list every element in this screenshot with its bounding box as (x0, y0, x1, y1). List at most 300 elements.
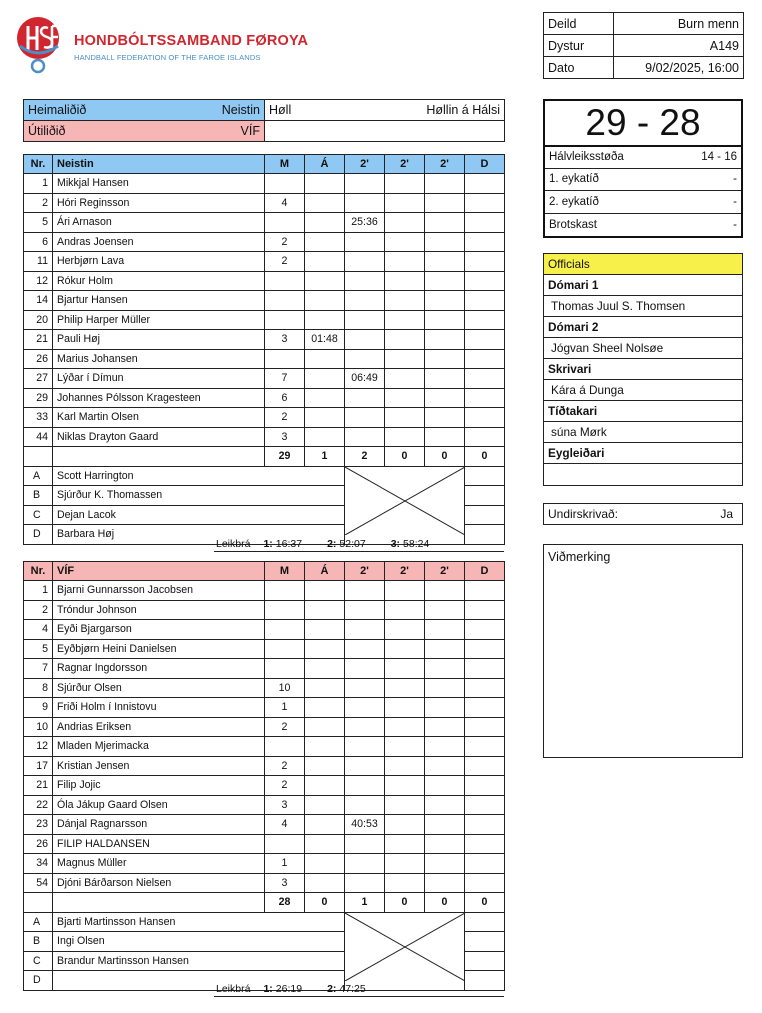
official-name: Bjarti Martinsson Hansen (53, 912, 345, 932)
table-row (24, 873, 505, 893)
player-stat-s2 (385, 737, 425, 757)
timeout-time: 26:19 (275, 983, 303, 995)
player-number: 5 (24, 639, 53, 659)
player-stat-s1: 25:36 (345, 213, 385, 233)
player-stat-m (265, 600, 305, 620)
player-number: 14 (24, 291, 53, 311)
player-stat-s3 (425, 427, 465, 447)
col-header: 2' (345, 562, 385, 581)
player-stat-a (305, 310, 345, 330)
total-s2: 0 (385, 893, 425, 913)
player-stat-m: 3 (265, 330, 305, 350)
player-stat-s3 (425, 717, 465, 737)
totals-empty-nr (24, 447, 53, 467)
info-value: A149 (614, 35, 744, 57)
player-stat-m: 7 (265, 369, 305, 389)
score-detail-label: Brotskast (549, 218, 597, 231)
table-row (24, 388, 505, 408)
player-stat-s3 (425, 232, 465, 252)
player-stat-a: 01:48 (305, 330, 345, 350)
player-stat-a (305, 795, 345, 815)
player-stat-a (305, 291, 345, 311)
away-timeouts-line (214, 996, 504, 997)
player-stat-a (305, 698, 345, 718)
score-detail-label: 2. eykatíð (549, 195, 599, 208)
total-a: 1 (305, 447, 345, 467)
player-stat-s3 (425, 271, 465, 291)
score-detail-row (545, 146, 741, 169)
player-stat-s2 (385, 388, 425, 408)
player-number: 26 (24, 349, 53, 369)
player-stat-s1: 06:49 (345, 369, 385, 389)
info-row (544, 35, 744, 57)
table-row (24, 408, 505, 428)
player-stat-d (465, 717, 505, 737)
player-stat-d (465, 776, 505, 796)
player-number: 33 (24, 408, 53, 428)
table-row (24, 698, 505, 718)
player-number: 12 (24, 271, 53, 291)
official-name: Barbara Høj (53, 525, 345, 545)
player-number: 7 (24, 659, 53, 679)
player-stat-s1 (345, 678, 385, 698)
table-row (24, 854, 505, 874)
player-stat-s3 (425, 854, 465, 874)
player-name: Lýðar í Dímun (53, 369, 265, 389)
info-label: Dystur (544, 35, 614, 57)
player-stat-s2 (385, 776, 425, 796)
player-number: 44 (24, 427, 53, 447)
player-number: 20 (24, 310, 53, 330)
home-header-row (24, 155, 505, 174)
official-extra (465, 505, 505, 525)
cross-out-mark (345, 913, 465, 981)
player-name: FILIP HALDANSEN (53, 834, 265, 854)
player-stat-s1 (345, 737, 385, 757)
away-header-row (24, 562, 505, 581)
table-row (24, 717, 505, 737)
home-team-name: Neistin (221, 103, 260, 117)
total-m: 28 (265, 893, 305, 913)
empty-cell (265, 121, 505, 142)
player-name: Pauli Høj (53, 330, 265, 350)
timeout-time: 16:37 (275, 538, 303, 550)
signed-label: Undirskrivað: (548, 507, 619, 521)
player-stat-a (305, 815, 345, 835)
totals-empty-name (53, 893, 265, 913)
player-stat-m: 3 (265, 795, 305, 815)
total-s1: 2 (345, 447, 385, 467)
player-name: Andrias Eriksen (53, 717, 265, 737)
player-stat-a (305, 678, 345, 698)
official-person: Kára á Dunga (544, 380, 742, 401)
player-stat-a (305, 252, 345, 272)
player-number: 5 (24, 213, 53, 233)
player-name: Andras Joensen (53, 232, 265, 252)
player-stat-s1 (345, 349, 385, 369)
player-stat-s2 (385, 698, 425, 718)
player-stat-d (465, 427, 505, 447)
totals-row (24, 447, 505, 467)
player-stat-s1 (345, 193, 385, 213)
official-name: Dejan Lacok (53, 505, 345, 525)
score-detail-label: 1. eykatíð (549, 173, 599, 186)
home-team-cell (24, 100, 265, 121)
total-s3: 0 (425, 447, 465, 467)
player-number: 2 (24, 193, 53, 213)
player-stat-s3 (425, 213, 465, 233)
player-stat-d (465, 213, 505, 233)
signed-value: Ja (720, 507, 733, 521)
player-stat-s3 (425, 795, 465, 815)
player-stat-s3 (425, 698, 465, 718)
player-stat-m (265, 291, 305, 311)
player-name: Rókur Holm (53, 271, 265, 291)
player-stat-s2 (385, 232, 425, 252)
score-detail-value: - (733, 218, 737, 231)
home-label: Heimaliðið (28, 103, 87, 117)
official-extra (465, 466, 505, 486)
player-name: Óla Jákup Gaard Olsen (53, 795, 265, 815)
player-stat-d (465, 737, 505, 757)
player-stat-s1 (345, 408, 385, 428)
official-extra (465, 932, 505, 952)
player-stat-s3 (425, 737, 465, 757)
player-name: Kristian Jensen (53, 756, 265, 776)
player-stat-d (465, 678, 505, 698)
score-detail-row (545, 169, 741, 192)
player-stat-s2 (385, 369, 425, 389)
player-stat-s2 (385, 427, 425, 447)
player-stat-m: 2 (265, 252, 305, 272)
player-number: 8 (24, 678, 53, 698)
player-stat-s2 (385, 310, 425, 330)
player-stat-s1 (345, 795, 385, 815)
cross-out-mark (345, 467, 465, 535)
player-stat-m (265, 174, 305, 194)
player-stat-s3 (425, 815, 465, 835)
player-number: 6 (24, 232, 53, 252)
player-stat-a (305, 834, 345, 854)
score-detail-label: Hálvleiksstøða (549, 150, 624, 163)
table-row (24, 815, 505, 835)
player-stat-s3 (425, 620, 465, 640)
player-name: Ragnar Ingdorsson (53, 659, 265, 679)
official-extra (465, 951, 505, 971)
total-a: 0 (305, 893, 345, 913)
player-stat-m: 1 (265, 854, 305, 874)
col-header: D (465, 562, 505, 581)
player-name: Johannes Pólsson Kragesteen (53, 388, 265, 408)
player-stat-m (265, 834, 305, 854)
score-detail-value: - (733, 173, 737, 186)
player-number: 1 (24, 581, 53, 601)
player-name: Tróndur Johnson (53, 600, 265, 620)
player-name: Eyði Bjargarson (53, 620, 265, 640)
timeout-time: 52:07 (339, 538, 366, 550)
timeout-number: 3: (390, 538, 401, 550)
player-stat-d (465, 271, 505, 291)
table-row (24, 330, 505, 350)
table-row (24, 678, 505, 698)
player-stat-m (265, 737, 305, 757)
official-role: Skrivari (544, 359, 742, 380)
player-stat-d (465, 349, 505, 369)
player-stat-s2 (385, 659, 425, 679)
player-stat-s1 (345, 756, 385, 776)
timeout-time: 47:25 (339, 983, 366, 995)
table-row (24, 639, 505, 659)
info-label: Dato (544, 57, 614, 79)
score-detail-row (545, 191, 741, 214)
player-name: Eyðbjørn Heini Danielsen (53, 639, 265, 659)
player-stat-s1 (345, 854, 385, 874)
official-letter: C (24, 505, 53, 525)
player-stat-a (305, 349, 345, 369)
player-stat-s3 (425, 252, 465, 272)
score-detail-value: - (733, 195, 737, 208)
table-row (24, 756, 505, 776)
table-row (24, 310, 505, 330)
player-stat-d (465, 252, 505, 272)
timeout-number: 2: (327, 983, 337, 995)
table-row (24, 427, 505, 447)
player-stat-s2 (385, 600, 425, 620)
venue-label: Høll (269, 103, 292, 117)
table-row (24, 737, 505, 757)
player-stat-s2 (385, 678, 425, 698)
player-stat-s2 (385, 213, 425, 233)
total-m: 29 (265, 447, 305, 467)
player-name: Bjarni Gunnarsson Jacobsen (53, 581, 265, 601)
table-row (24, 795, 505, 815)
player-stat-s2 (385, 252, 425, 272)
official-letter: A (24, 466, 53, 486)
player-stat-s3 (425, 834, 465, 854)
player-number: 23 (24, 815, 53, 835)
player-stat-s2 (385, 717, 425, 737)
player-stat-d (465, 174, 505, 194)
player-stat-s1: 40:53 (345, 815, 385, 835)
player-stat-s2 (385, 349, 425, 369)
venue-name: Høllin á Hálsi (426, 103, 500, 117)
player-stat-s2 (385, 815, 425, 835)
player-stat-s3 (425, 873, 465, 893)
player-number: 10 (24, 717, 53, 737)
player-stat-s3 (425, 310, 465, 330)
player-stat-d (465, 620, 505, 640)
player-stat-s3 (425, 388, 465, 408)
home-timeouts-line (214, 551, 504, 552)
player-stat-m: 4 (265, 193, 305, 213)
table-row (24, 581, 505, 601)
player-name: Djóni Bárðarson Nielsen (53, 873, 265, 893)
official-letter: C (24, 951, 53, 971)
player-stat-s2 (385, 408, 425, 428)
total-d: 0 (465, 893, 505, 913)
official-role: Dómari 1 (544, 275, 742, 296)
player-stat-s2 (385, 873, 425, 893)
player-stat-a (305, 213, 345, 233)
player-number: 29 (24, 388, 53, 408)
player-stat-m (265, 639, 305, 659)
player-stat-m (265, 271, 305, 291)
player-stat-m: 2 (265, 756, 305, 776)
official-extra (465, 486, 505, 506)
official-name: Scott Harrington (53, 466, 345, 486)
player-stat-d (465, 388, 505, 408)
player-stat-a (305, 776, 345, 796)
player-stat-m: 2 (265, 717, 305, 737)
player-stat-a (305, 639, 345, 659)
player-number: 21 (24, 776, 53, 796)
player-number: 4 (24, 620, 53, 640)
federation-logo (14, 16, 309, 76)
official-letter: B (24, 486, 53, 506)
info-row (544, 13, 744, 35)
player-stat-d (465, 756, 505, 776)
player-stat-a (305, 369, 345, 389)
player-stat-s1 (345, 581, 385, 601)
total-s3: 0 (425, 893, 465, 913)
player-stat-s3 (425, 330, 465, 350)
player-stat-s1 (345, 252, 385, 272)
player-stat-s3 (425, 174, 465, 194)
player-stat-s1 (345, 834, 385, 854)
official-role: Dómari 2 (544, 317, 742, 338)
player-stat-s1 (345, 776, 385, 796)
table-row (24, 349, 505, 369)
official-person: Thomas Juul S. Thomsen (544, 296, 742, 317)
player-number: 1 (24, 174, 53, 194)
away-timeouts (216, 983, 391, 995)
player-name: Ári Arnason (53, 213, 265, 233)
player-number: 2 (24, 600, 53, 620)
official-letter: B (24, 932, 53, 952)
officials-panel (543, 253, 743, 486)
col-header-nr: Nr. (24, 155, 53, 174)
player-stat-m (265, 620, 305, 640)
player-stat-d (465, 193, 505, 213)
home-timeouts (216, 538, 454, 550)
player-number: 17 (24, 756, 53, 776)
player-stat-s3 (425, 639, 465, 659)
player-name: Niklas Drayton Gaard (53, 427, 265, 447)
official-letter: A (24, 912, 53, 932)
crossed-box (345, 466, 465, 544)
player-name: Sjúrður Olsen (53, 678, 265, 698)
venue-cell (265, 100, 505, 121)
player-stat-d (465, 310, 505, 330)
official-role: Tíðtakari (544, 401, 742, 422)
info-label: Deild (544, 13, 614, 35)
player-stat-s3 (425, 756, 465, 776)
player-stat-s3 (425, 678, 465, 698)
official-extra (465, 525, 505, 545)
official-extra (465, 912, 505, 932)
player-stat-s1 (345, 620, 385, 640)
away-team-name: VÍF (240, 124, 260, 138)
player-number: 11 (24, 252, 53, 272)
col-header: M (265, 562, 305, 581)
player-stat-d (465, 600, 505, 620)
total-d: 0 (465, 447, 505, 467)
match-info-table (543, 12, 744, 79)
player-stat-s3 (425, 659, 465, 679)
col-header: 2' (385, 562, 425, 581)
score-detail-value: 14 - 16 (701, 150, 737, 163)
timeouts-label: Leikbrá (216, 538, 251, 550)
teams-header (23, 99, 505, 142)
player-stat-d (465, 659, 505, 679)
table-row (24, 600, 505, 620)
player-stat-s2 (385, 620, 425, 640)
col-header: 2' (425, 562, 465, 581)
player-stat-m (265, 213, 305, 233)
table-row (24, 659, 505, 679)
col-header: Á (305, 155, 345, 174)
official-person: Jógvan Sheel Nolsøe (544, 338, 742, 359)
player-stat-a (305, 232, 345, 252)
official-letter: D (24, 971, 53, 991)
player-stat-m (265, 581, 305, 601)
table-row (24, 291, 505, 311)
score-detail-row (545, 214, 741, 237)
player-number: 12 (24, 737, 53, 757)
player-stat-s2 (385, 639, 425, 659)
player-stat-s2 (385, 291, 425, 311)
player-stat-a (305, 737, 345, 757)
player-stat-s1 (345, 174, 385, 194)
timeout-time: 58:24 (403, 538, 430, 550)
player-stat-d (465, 854, 505, 874)
official-name: Brandur Martinsson Hansen (53, 951, 345, 971)
player-stat-m: 2 (265, 232, 305, 252)
team-official-row (24, 912, 505, 932)
total-s2: 0 (385, 447, 425, 467)
remarks-box (543, 544, 743, 758)
player-number: 34 (24, 854, 53, 874)
player-stat-a (305, 620, 345, 640)
player-stat-s3 (425, 581, 465, 601)
player-stat-s1 (345, 310, 385, 330)
info-row (544, 57, 744, 79)
player-stat-s3 (425, 369, 465, 389)
player-number: 54 (24, 873, 53, 893)
player-stat-d (465, 815, 505, 835)
player-stat-d (465, 330, 505, 350)
col-header-team: Neistin (53, 155, 265, 174)
player-name: Marius Johansen (53, 349, 265, 369)
timeout-number: 2: (327, 538, 337, 550)
player-stat-a (305, 600, 345, 620)
col-header: 2' (385, 155, 425, 174)
table-row (24, 252, 505, 272)
final-score: 29 - 28 (543, 99, 743, 147)
player-stat-s3 (425, 291, 465, 311)
player-stat-s2 (385, 193, 425, 213)
player-stat-d (465, 698, 505, 718)
player-number: 27 (24, 369, 53, 389)
player-stat-s1 (345, 232, 385, 252)
player-stat-d (465, 873, 505, 893)
player-stat-s1 (345, 873, 385, 893)
totals-empty-nr (24, 893, 53, 913)
table-row (24, 620, 505, 640)
player-stat-m (265, 310, 305, 330)
player-stat-d (465, 232, 505, 252)
total-s1: 1 (345, 893, 385, 913)
